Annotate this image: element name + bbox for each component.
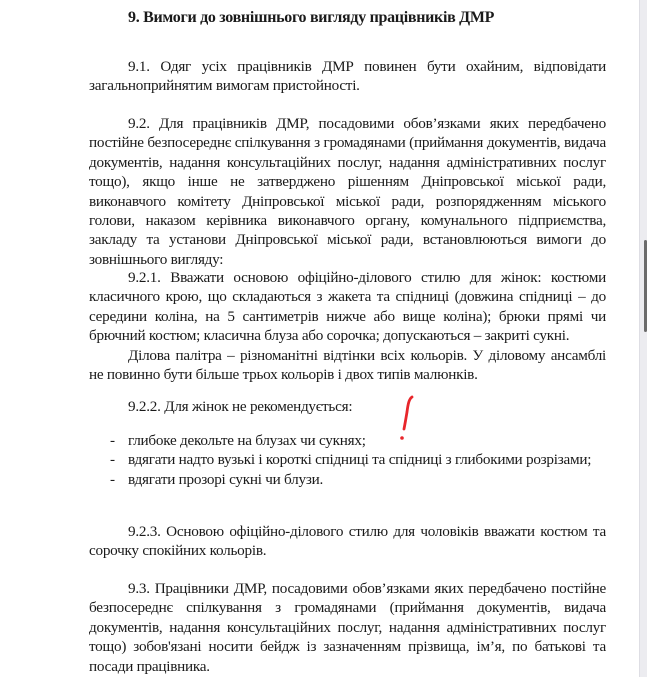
- section-9-2: [89, 114, 606, 269]
- vertical-scrollbar[interactable]: [639, 0, 647, 677]
- section-9-2-1: [89, 268, 606, 384]
- paragraph-9-1: 9.1. Одяг усіх працівників ДМР повинен бути охайним, відповідати загальноприйнятим вимогам пристойності.: [89, 58, 606, 95]
- section-9-2-3: [89, 522, 606, 561]
- paragraph-9-2-1-palette: Ділова палітра – різноманітні відтінки всіх кольорів. У діловому ансамблі не повинно бути більше трьох кольорів і двох типів малюнків.: [89, 346, 606, 384]
- exclamation-dot: [400, 436, 404, 440]
- paragraph-9-2: 9.2. Для працівників ДМР, посадовими обов’язками яких передбачено постійне безпосереднє спілкування з громадянами (приймання документів, видача документів, надання консультаційних послуг, надання адміністративних послуг тощо), якщо інше не затверджено рішенням Дніпровської міської ради, виконавчого комітету Дніпровської міської ради, розпорядженням міського голови, наказом керівника виконавчого органу, комунального підприємства, закладу та установи Дніпровської міської ради, встановлюються вимоги до зовнішнього вигляду:: [89, 115, 606, 268]
- bullet-dash: -: [110, 470, 115, 488]
- paragraph-9-2-1: 9.2.1. Вважати основою офіційно-ділового стилю для жінок: костюми класичного крою, що складаються з жакета та спідниці (довжина спідниці – до середини коліна, на 5 сантиметрів нижче або вище коліна); брюки прямі чи брючний костюм; класична блуза або сорочка; допускаються – закриті сукні.: [89, 269, 606, 345]
- list-item-text: вдягати прозорі сукні чи блузи.: [128, 470, 323, 488]
- list-item: [89, 470, 606, 489]
- not-recommended-list: [89, 431, 606, 489]
- list-item-text: вдягати надто вузькі і короткі спідниці та спідниці з глибокими розрізами;: [128, 451, 592, 469]
- section-9-2-2-list: [89, 431, 606, 489]
- red-exclamation-annotation-icon: [396, 394, 418, 444]
- list-item: [89, 450, 606, 469]
- section-9-2-2: [89, 397, 606, 416]
- exclamation-stroke: [404, 397, 412, 429]
- paragraph-9-2-2: 9.2.2. Для жінок не рекомендується:: [128, 398, 353, 415]
- bullet-dash: -: [110, 451, 115, 469]
- section-9-1: [89, 57, 606, 96]
- section-9-3: [89, 579, 606, 676]
- list-item-text: глибоке декольте на блузах чи сукнях;: [128, 432, 366, 449]
- paragraph-9-2-3: 9.2.3. Основою офіційно-ділового стилю для чоловіків вважати костюм та сорочку спокійних кольорів.: [89, 523, 606, 560]
- list-item: [89, 431, 606, 450]
- paragraph-9-3: 9.3. Працівники ДМР, посадовими обов’язками яких передбачено постійне безпосереднє спілкування з громадянами (приймання документів, видача документів, надання консультаційних послуг, надання адміністративних послуг тощо) зобов'язані носити бейдж із зазначенням прізвища, ім’я, по батькові та посади працівника.: [89, 580, 606, 675]
- section-title: 9. Вимоги до зовнішнього вигляду працівників ДМР: [128, 9, 495, 26]
- bullet-dash: -: [110, 432, 115, 449]
